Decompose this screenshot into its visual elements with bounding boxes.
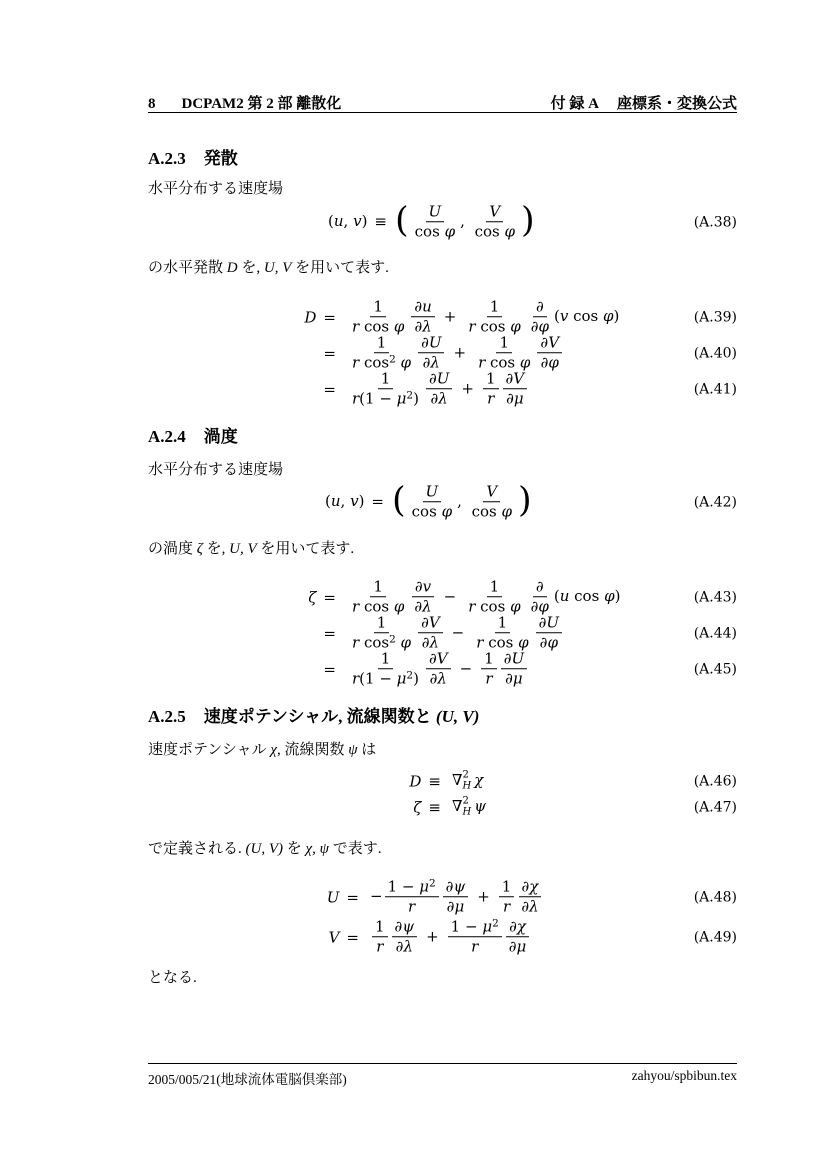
section-heading-a24 (148, 422, 238, 447)
header-left-title: DCPAM2 第 2 部 離散化 (181, 96, 342, 112)
equation-body: $\frac{1}{r(1 - \mu^2)}$ $\frac{\partial V}{\partial\lambda}$ − $\frac{1}{r}$ $\frac{\partial U}{\partial\mu}$ (347, 650, 529, 688)
equation-lhs: = (323, 344, 336, 362)
section-title: 発散 (203, 149, 238, 168)
footer-right: zahyou/spbibun.tex (631, 1068, 737, 1083)
equation-lhs: D = (304, 308, 336, 326)
equation-a49 (148, 918, 737, 956)
equation-body: $\frac{1}{\text{r cos φ}}$ $\frac{\partial v}{\partial\lambda}$ − $\frac{1}{\text{r cos φ}}$ $\frac{\partial}{\partial\varphi}$ (u cos φ) (352, 577, 621, 616)
equation-a44 (148, 614, 737, 652)
equation-body: (u, v) = ( $\frac{U}{\text{cos φ}}$ , $\frac{V}{\text{cos φ}}$ ) (325, 480, 532, 521)
section-number: A.2.5 (148, 707, 186, 726)
equation-lhs: ζ = (308, 588, 336, 606)
equation-number: (A.45) (693, 661, 737, 677)
paragraph-intro-a23: 水平分布する速度場 (148, 181, 284, 197)
equation-a40 (148, 334, 737, 372)
paragraph-closing: となる. (148, 970, 197, 986)
equation-body: $\frac{1}{r(1 - \mu^2)}$ $\frac{\partial U}{\partial\lambda}$ + $\frac{1}{r}$ $\frac{\partial V}{\partial\mu}$ (347, 370, 529, 408)
equation-body: ∇ 2 H ψ (452, 795, 486, 817)
equation-number: (A.42) (693, 494, 737, 510)
equation-a41 (148, 370, 737, 408)
paragraph-after-a38: の水平発散 D を, U, V を用いて表す. (148, 260, 389, 276)
section-number: A.2.4 (148, 427, 186, 446)
equation-body: − $\frac{1 - \mu^2}{r}$ $\frac{\partial\psi}{\partial\mu}$ + $\frac{1}{r}$ $\frac{\partial\chi}{\partial\lambda}$ (370, 878, 544, 916)
equation-number: (A.49) (693, 929, 737, 945)
equation-number: (A.41) (693, 381, 737, 397)
equation-body: ∇ 2 H χ (452, 769, 484, 791)
equation-lhs: V = (328, 928, 359, 946)
equation-a43 (148, 578, 737, 616)
equation-number: (A.38) (693, 214, 737, 230)
section-heading-a23 (148, 144, 238, 169)
page-header (148, 92, 737, 113)
equation-a47 (148, 797, 737, 818)
header-rule (148, 112, 737, 113)
header-appendix-label: 付 録 A (550, 96, 599, 112)
equation-a38 (148, 200, 737, 241)
equation-lhs: ζ ≡ (413, 798, 441, 816)
equation-body: $\frac{1}{r \cos^2 \varphi}$ $\frac{\partial V}{\partial\lambda}$ − $\frac{1}{\text{r cos φ}}$ $\frac{\partial U}{\partial\varphi}$ (347, 614, 564, 652)
section-title: 渦度 (203, 427, 238, 446)
equation-body: $\frac{1}{r \cos^2 \varphi}$ $\frac{\partial U}{\partial\lambda}$ + $\frac{1}{\text{r cos φ}}$ $\frac{\partial V}{\partial\varphi}$ (347, 334, 564, 372)
equation-body: (u, v) ≡ ( $\frac{U}{\text{cos φ}}$ , $\frac{V}{\text{cos φ}}$ ) (328, 200, 535, 241)
page-number: 8 (148, 96, 156, 112)
equation-number: (A.44) (693, 625, 737, 641)
equation-body: $\frac{1}{\text{r cos φ}}$ $\frac{\partial u}{\partial\lambda}$ + $\frac{1}{\text{r cos φ}}$ $\frac{\partial}{\partial\varphi}$ (v cos φ) (352, 297, 620, 336)
equation-a39 (148, 298, 737, 336)
equation-a46 (148, 771, 737, 792)
equation-number: (A.39) (693, 309, 737, 325)
equation-number: (A.47) (693, 799, 737, 815)
equation-number: (A.40) (693, 345, 737, 361)
equation-a42 (148, 480, 737, 521)
equation-body: $\frac{1}{r}$ $\frac{\partial\psi}{\partial\lambda}$ + $\frac{1 - \mu^2}{r}$ $\frac{\partial\chi}{\partial\mu}$ (370, 918, 531, 956)
footer-left: 2005/005/21(地球流体電脳倶楽部) (148, 1072, 347, 1087)
paragraph-intro-a24: 水平分布する速度場 (148, 462, 284, 478)
equation-a45 (148, 650, 737, 688)
equation-number: (A.46) (693, 773, 737, 789)
equation-lhs: U = (326, 888, 359, 906)
section-heading-a25 (148, 702, 479, 727)
paragraph-after-a42: の渦度 ζ を, U, V を用いて表す. (148, 541, 355, 557)
header-right-title: 座標系・変換公式 (616, 96, 737, 112)
paragraph-intro-a25: 速度ポテンシャル χ, 流線関数 ψ は (148, 742, 377, 758)
equation-number: (A.48) (693, 889, 737, 905)
equation-lhs: = (323, 660, 336, 678)
equation-lhs: = (323, 624, 336, 642)
section-number: A.2.3 (148, 149, 186, 168)
equation-lhs: D ≡ (409, 772, 441, 790)
equation-lhs: = (323, 380, 336, 398)
equation-a48 (148, 878, 737, 916)
paragraph-after-a47: で定義される. (U, V) を χ, ψ で表す. (148, 841, 382, 857)
header-right (551, 92, 737, 113)
footer-rule (148, 1063, 737, 1064)
section-title: 速度ポテンシャル, 流線関数と (U, V) (203, 707, 480, 726)
equation-number: (A.43) (693, 589, 737, 605)
header-left (148, 92, 341, 113)
page-footer (148, 1068, 737, 1088)
